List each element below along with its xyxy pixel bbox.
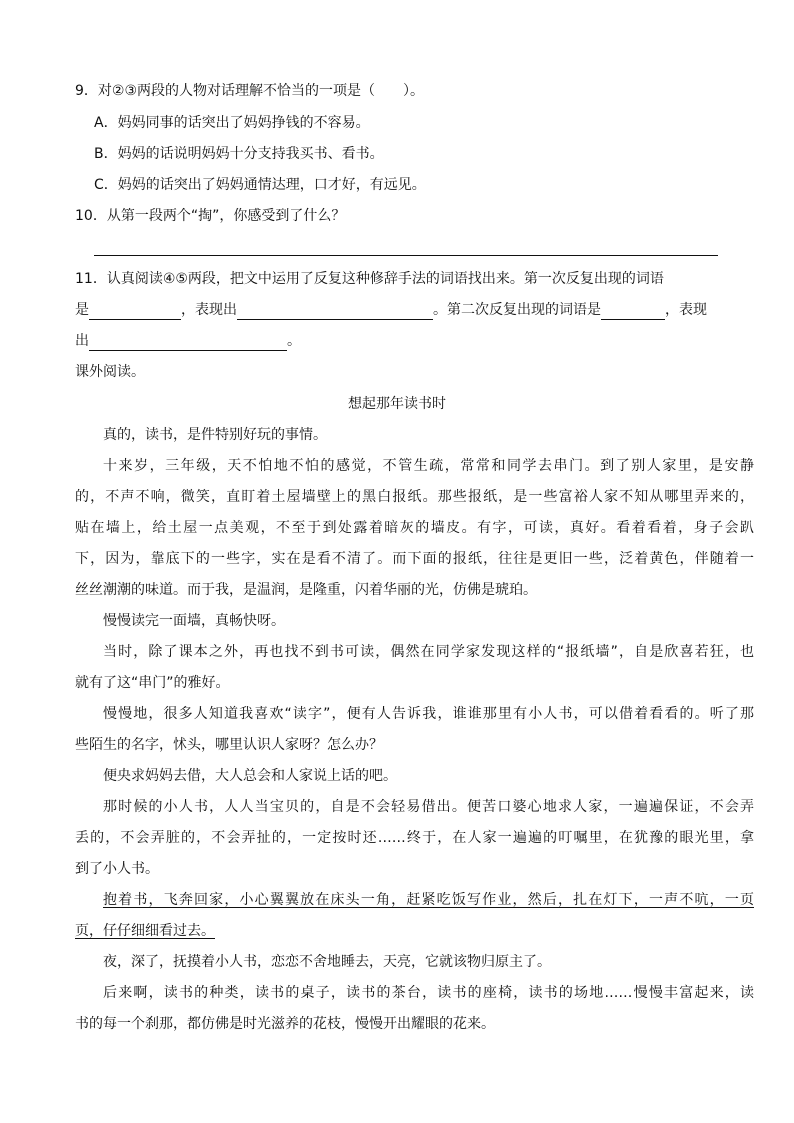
article-paragraph-3: 慢慢读完一面墙，真畅快呀。 bbox=[103, 613, 285, 629]
article-paragraph-4-line-2: 就有了这“串门”的雅好。 bbox=[75, 675, 230, 691]
q11-text-b: ，表现出 bbox=[181, 302, 237, 318]
article-paragraph-2-line-3: 贴在墙上，给土屋一点美观，不至于到处露着暗灰的墙皮。有字，可读，真好。看着看着，身子会趴 bbox=[75, 520, 754, 536]
q11-text-c: 。第二次反复出现的词语是 bbox=[433, 302, 601, 318]
q11-blank-2[interactable] bbox=[237, 303, 433, 320]
article-paragraph-6: 便央求妈妈去借，大人总会和人家说上话的吧。 bbox=[103, 768, 397, 784]
article-paragraph-7-line-2: 丢的，不会弄脏的，不会弄扯的，一定按时还……终于，在人家一遍遍的叮嘱里，在犹豫的眼光里，拿 bbox=[75, 830, 754, 846]
article-paragraph-2-line-2: 的，不声不响，微笑，直盯着土屋墙壁上的黑白报纸。那些报纸，是一些富裕人家不知从哪里弄来的， bbox=[75, 489, 754, 505]
article-paragraph-5-line-2: 些陌生的名字，怵头，哪里认识人家呀？怎么办？ bbox=[75, 737, 383, 753]
q9-stem: 9．对②③两段的人物对话理解不恰当的一项是（ ）。 bbox=[75, 83, 425, 99]
article-paragraph-10-line-1: 后来啊，读书的种类，读书的桌子，读书的茶台，读书的座椅，读书的场地……慢慢丰富起来，读 bbox=[103, 985, 754, 1001]
article-title: 想起那年读书时 bbox=[348, 396, 446, 412]
q9-option-b: B．妈妈的话说明妈妈十分支持我买书、看书。 bbox=[94, 146, 384, 162]
q11-text-f: 。 bbox=[287, 333, 301, 349]
article-paragraph-2-line-5: 丝丝潮潮的味道。而于我，是温润，是隆重，闪着华丽的光，仿佛是琥珀。 bbox=[75, 582, 537, 598]
q10-answer-line[interactable] bbox=[94, 255, 718, 256]
q11-stem: 11．认真阅读④⑤两段，把文中运用了反复这种修辞手法的词语找出来。第一次反复出现的词语 bbox=[75, 271, 664, 287]
q11-blank-1[interactable] bbox=[89, 303, 181, 320]
article-paragraph-2-line-1: 十来岁，三年级，天不怕地不怕的感觉，不管生疏，常常和同学去串门。到了别人家里，是安静 bbox=[103, 458, 754, 474]
q11-line-3 bbox=[75, 331, 301, 351]
q11-text-d: ，表现 bbox=[665, 302, 707, 318]
q11-text-e: 出 bbox=[75, 333, 89, 349]
article-paragraph-9: 夜，深了，抚摸着小人书，恋恋不舍地睡去，天亮，它就该物归原主了。 bbox=[103, 954, 551, 970]
section-label: 课外阅读。 bbox=[75, 364, 145, 380]
article-paragraph-2-line-4: 下，因为，靠底下的一些字，实在是看不清了。而下面的报纸，往往是更旧一些，泛着黄色，伴随着一 bbox=[75, 551, 754, 567]
article-paragraph-1: 真的，读书，是件特别好玩的事情。 bbox=[103, 427, 327, 443]
q11-line-2 bbox=[75, 300, 707, 320]
q9-option-a: A．妈妈同事的话突出了妈妈挣钱的不容易。 bbox=[94, 115, 370, 131]
q11-text-a: 是 bbox=[75, 302, 89, 318]
q10-stem: 10．从第一段两个“掏”，你感受到了什么？ bbox=[75, 208, 346, 224]
article-paragraph-8-line-2-underlined: 页，仔仔细细看过去。 bbox=[75, 923, 215, 939]
q9-option-c: C．妈妈的话突出了妈妈通情达理，口才好，有远见。 bbox=[94, 177, 426, 193]
article-paragraph-7-line-3: 到了小人书。 bbox=[75, 861, 159, 877]
article-paragraph-4-line-1: 当时，除了课本之外，再也找不到书可读，偶然在同学家发现这样的“报纸墙”，自是欣喜若狂，也 bbox=[103, 644, 754, 660]
article-paragraph-8-line-1-underlined: 抱着书，飞奔回家，小心翼翼放在床头一角，赶紧吃饭写作业，然后，扎在灯下，一声不吭，一页 bbox=[103, 892, 754, 908]
q11-blank-3[interactable] bbox=[601, 303, 665, 320]
article-paragraph-10-line-2: 书的每一个刹那，都仿佛是时光滋养的花枝，慢慢开出耀眼的花来。 bbox=[75, 1016, 495, 1032]
article-paragraph-5-line-1: 慢慢地，很多人知道我喜欢“读字”，便有人告诉我，谁谁那里有小人书，可以借着看看的。听了那 bbox=[103, 706, 754, 722]
q11-blank-4[interactable] bbox=[89, 334, 287, 351]
article-paragraph-7-line-1: 那时候的小人书，人人当宝贝的，自是不会轻易借出。便苦口婆心地求人家，一遍遍保证，不会弄 bbox=[103, 799, 754, 815]
